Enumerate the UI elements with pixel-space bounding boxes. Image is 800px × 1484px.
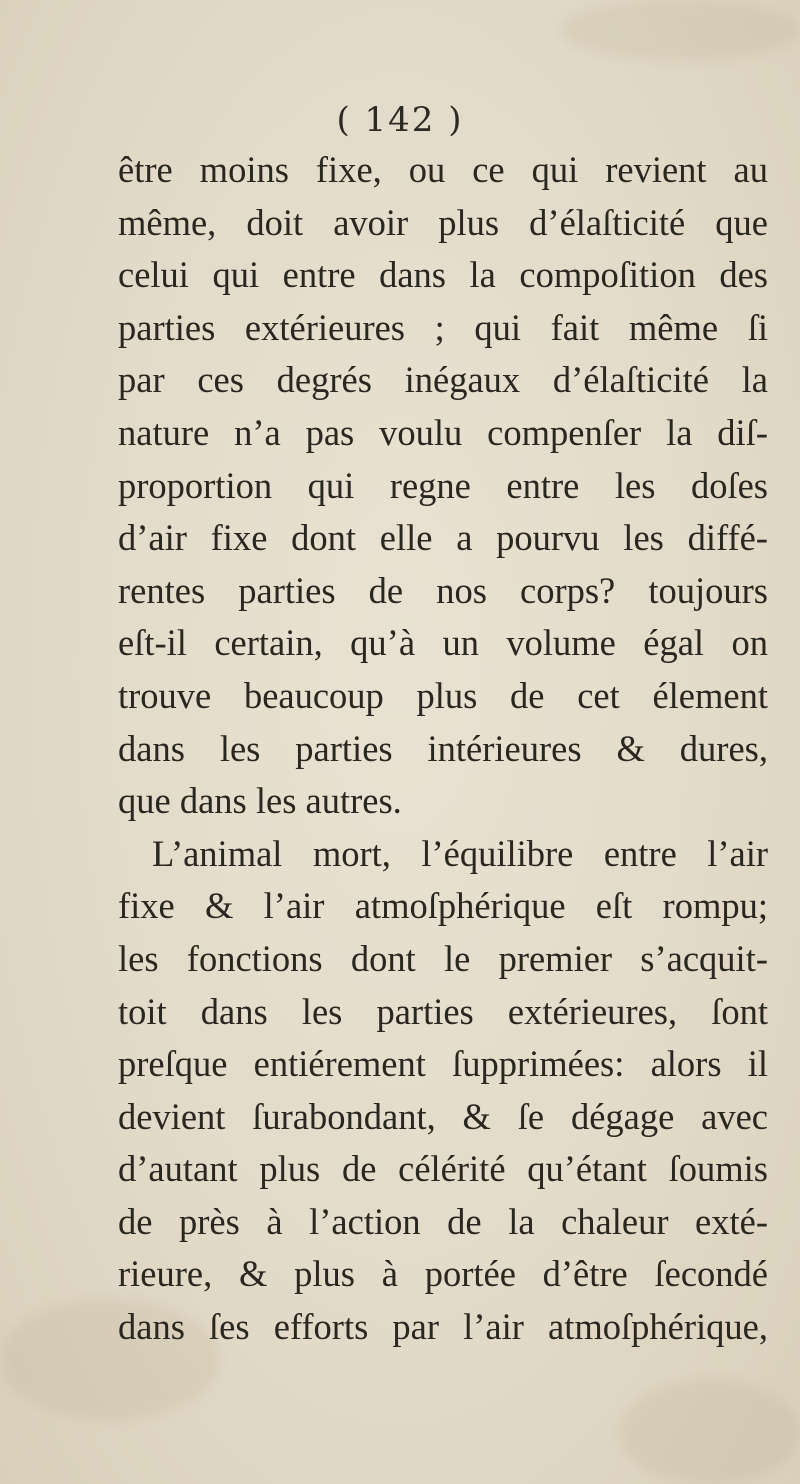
paper-stain [620, 1380, 800, 1484]
text-line: devient ſurabondant, & ſe dégage avec [118, 1095, 768, 1137]
text-line: rentes parties de nos corps? toujours [118, 569, 768, 611]
paper-stain [560, 0, 800, 60]
text-line: proportion qui regne entre les doſes [118, 464, 768, 506]
text-line: dans les parties intérieures & dures, [118, 727, 768, 769]
text-line: preſque entiérement ſupprimées: alors il [118, 1043, 768, 1085]
text-line: celui qui entre dans la compoſition des [118, 254, 768, 296]
text-line: toit dans les parties extérieures, ſont [118, 990, 768, 1032]
text-line: de près à l’action de la chaleur exté- [118, 1200, 768, 1242]
paragraph-first-line: L’animal mort, l’équilibre entre l’air [152, 832, 768, 874]
text-line: trouve beaucoup plus de cet élement [118, 674, 768, 716]
text-line: que dans les autres. [118, 780, 402, 822]
body-text [118, 144, 768, 1354]
text-line: les fonctions dont le premier s’acquit- [118, 937, 768, 979]
text-line: rieure, & plus à portée d’être ſecondé [118, 1253, 768, 1295]
text-line: fixe & l’air atmoſphérique eſt rompu; [118, 885, 768, 927]
text-line: dans ſes efforts par l’air atmoſphérique, [118, 1306, 768, 1348]
text-line: parties extérieures ; qui fait même ſi [118, 306, 768, 348]
text-line: être moins fixe, ou ce qui revient au [118, 149, 768, 190]
text-line: nature n’a pas voulu compenſer la diſ- [118, 411, 768, 453]
text-line: par ces degrés inégaux d’élaſticité la [118, 359, 768, 401]
text-line: d’autant plus de célérité qu’étant ſoumis [118, 1148, 768, 1190]
text-line: même, doit avoir plus d’élaſticité que [118, 201, 768, 243]
page-number: ( 142 ) [336, 100, 464, 140]
text-line: d’air fixe dont elle a pourvu les diffé- [118, 517, 768, 559]
text-line: eſt-il certain, qu’à un volume égal on [118, 622, 768, 664]
